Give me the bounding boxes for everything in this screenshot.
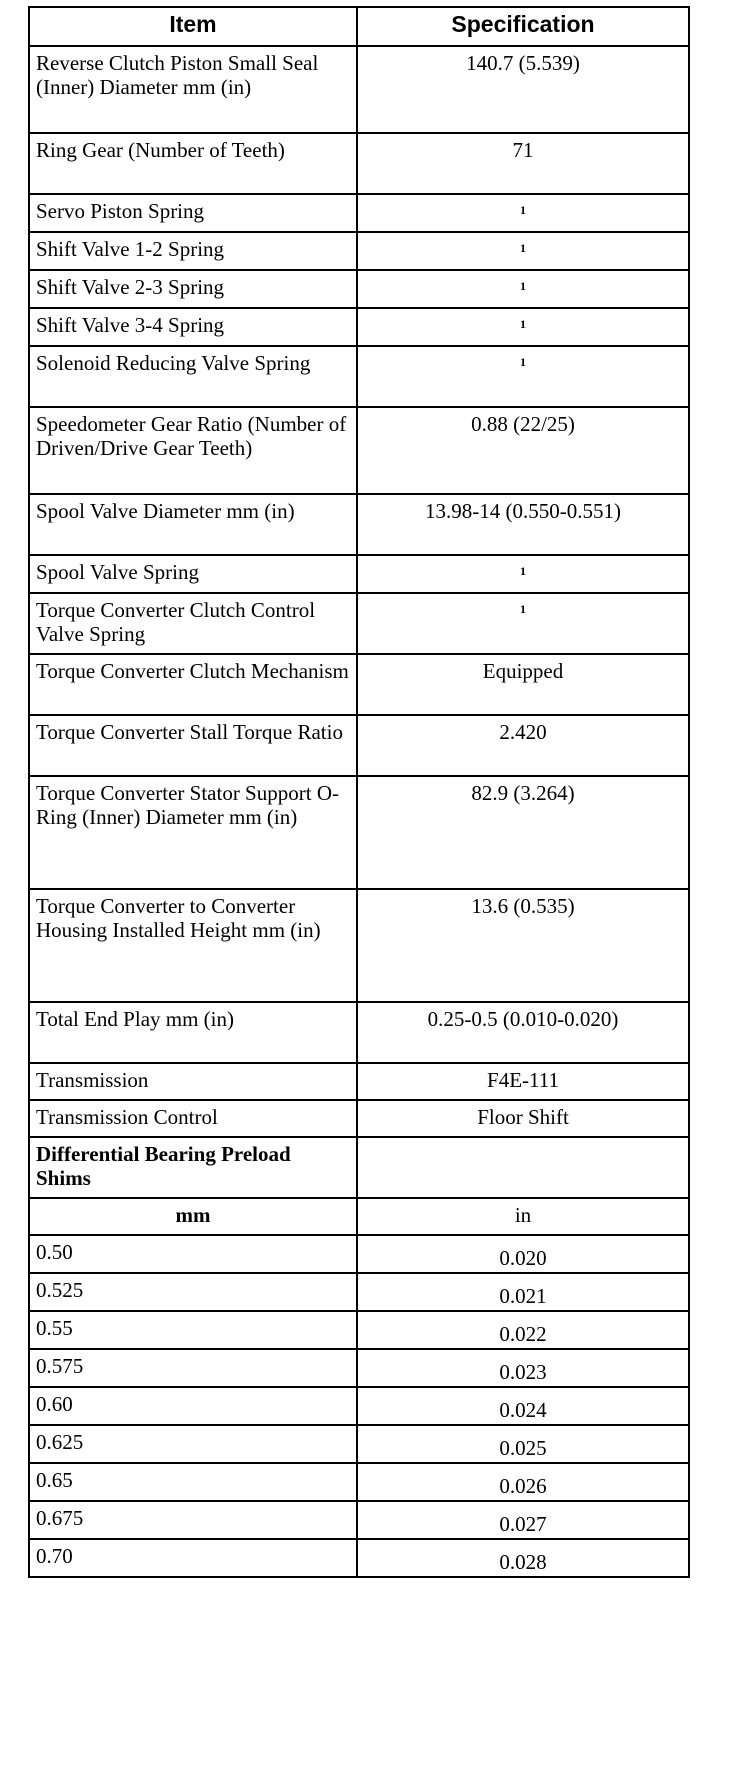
table-row xyxy=(29,1100,689,1137)
spec-cell: 82.9 (3.264) xyxy=(357,776,689,889)
shim-in-cell: 0.025 xyxy=(357,1425,689,1463)
shim-mm-cell: 0.525 xyxy=(29,1273,357,1311)
item-cell: Torque Converter to Converter Housing Installed Height mm (in) xyxy=(29,889,357,1002)
table-row xyxy=(29,1425,689,1463)
spec-cell xyxy=(357,555,689,593)
shims-section-title: Differential Bearing Preload Shims xyxy=(29,1137,357,1198)
spec-cell xyxy=(357,593,689,654)
table-row xyxy=(29,133,689,194)
table-row xyxy=(29,46,689,133)
table-row xyxy=(29,555,689,593)
table-row xyxy=(29,1349,689,1387)
shim-mm-cell: 0.65 xyxy=(29,1463,357,1501)
spec-cell: Equipped xyxy=(357,654,689,715)
table-row xyxy=(29,194,689,232)
footnote-marker: 1 xyxy=(520,317,526,331)
shims-title-row xyxy=(29,1137,689,1198)
specification-column-header: Specification xyxy=(357,7,689,46)
spec-cell: 0.25-0.5 (0.010-0.020) xyxy=(357,1002,689,1063)
shim-mm-cell: 0.55 xyxy=(29,1311,357,1349)
spec-cell: 140.7 (5.539) xyxy=(357,46,689,133)
item-cell: Shift Valve 2-3 Spring xyxy=(29,270,357,308)
shim-in-cell: 0.023 xyxy=(357,1349,689,1387)
footnote-marker: 1 xyxy=(520,241,526,255)
table-row xyxy=(29,1273,689,1311)
shim-in-cell: 0.028 xyxy=(357,1539,689,1577)
item-cell: Torque Converter Clutch Control Valve Spring xyxy=(29,593,357,654)
spec-cell: 71 xyxy=(357,133,689,194)
spec-cell xyxy=(357,346,689,407)
shims-title-empty-cell xyxy=(357,1137,689,1198)
table-row xyxy=(29,776,689,889)
item-cell: Spool Valve Spring xyxy=(29,555,357,593)
shim-in-cell: 0.020 xyxy=(357,1235,689,1273)
spec-cell xyxy=(357,194,689,232)
item-cell: Torque Converter Stator Support O-Ring (Inner) Diameter mm (in) xyxy=(29,776,357,889)
shims-in-header: in xyxy=(357,1198,689,1235)
item-cell: Solenoid Reducing Valve Spring xyxy=(29,346,357,407)
item-cell: Torque Converter Stall Torque Ratio xyxy=(29,715,357,776)
footnote-marker: 1 xyxy=(520,279,526,293)
shim-mm-cell: 0.60 xyxy=(29,1387,357,1425)
spec-cell xyxy=(357,308,689,346)
item-cell: Servo Piston Spring xyxy=(29,194,357,232)
spec-cell: F4E-111 xyxy=(357,1063,689,1100)
shim-mm-cell: 0.575 xyxy=(29,1349,357,1387)
table-row xyxy=(29,270,689,308)
item-cell: Speedometer Gear Ratio (Number of Driven/Drive Gear Teeth) xyxy=(29,407,357,494)
shim-in-cell: 0.021 xyxy=(357,1273,689,1311)
table-row xyxy=(29,1235,689,1273)
shim-mm-cell: 0.625 xyxy=(29,1425,357,1463)
footnote-marker: 1 xyxy=(520,355,526,369)
shim-mm-cell: 0.675 xyxy=(29,1501,357,1539)
item-cell: Ring Gear (Number of Teeth) xyxy=(29,133,357,194)
spec-cell xyxy=(357,270,689,308)
footnote-marker: 1 xyxy=(520,564,526,578)
table-row xyxy=(29,1311,689,1349)
table-row xyxy=(29,1002,689,1063)
shim-in-cell: 0.027 xyxy=(357,1501,689,1539)
table-row xyxy=(29,407,689,494)
table-row xyxy=(29,1463,689,1501)
table-row xyxy=(29,494,689,555)
footnote-marker: 1 xyxy=(520,203,526,217)
table-row xyxy=(29,1539,689,1577)
item-column-header: Item xyxy=(29,7,357,46)
shim-in-cell: 0.026 xyxy=(357,1463,689,1501)
shim-in-cell: 0.024 xyxy=(357,1387,689,1425)
table-row xyxy=(29,593,689,654)
shims-header-row xyxy=(29,1198,689,1235)
item-cell: Shift Valve 1-2 Spring xyxy=(29,232,357,270)
shim-mm-cell: 0.70 xyxy=(29,1539,357,1577)
spec-page xyxy=(28,6,688,1578)
table-row xyxy=(29,1501,689,1539)
spec-cell: 13.6 (0.535) xyxy=(357,889,689,1002)
item-cell: Torque Converter Clutch Mechanism xyxy=(29,654,357,715)
table-row xyxy=(29,1063,689,1100)
item-cell: Reverse Clutch Piston Small Seal (Inner) Diameter mm (in) xyxy=(29,46,357,133)
shim-mm-cell: 0.50 xyxy=(29,1235,357,1273)
spec-cell: 0.88 (22/25) xyxy=(357,407,689,494)
item-cell: Transmission Control xyxy=(29,1100,357,1137)
specification-table xyxy=(28,6,690,1578)
table-row xyxy=(29,654,689,715)
shim-in-cell: 0.022 xyxy=(357,1311,689,1349)
spec-cell: 2.420 xyxy=(357,715,689,776)
table-row xyxy=(29,1387,689,1425)
table-row xyxy=(29,346,689,407)
spec-cell: Floor Shift xyxy=(357,1100,689,1137)
item-cell: Transmission xyxy=(29,1063,357,1100)
spec-cell: 13.98-14 (0.550-0.551) xyxy=(357,494,689,555)
footnote-marker: 1 xyxy=(520,602,526,616)
table-row xyxy=(29,232,689,270)
header-row xyxy=(29,7,689,46)
table-row xyxy=(29,715,689,776)
shims-mm-header: mm xyxy=(29,1198,357,1235)
table-row xyxy=(29,308,689,346)
item-cell: Total End Play mm (in) xyxy=(29,1002,357,1063)
spec-cell xyxy=(357,232,689,270)
item-cell: Shift Valve 3-4 Spring xyxy=(29,308,357,346)
table-row xyxy=(29,889,689,1002)
item-cell: Spool Valve Diameter mm (in) xyxy=(29,494,357,555)
